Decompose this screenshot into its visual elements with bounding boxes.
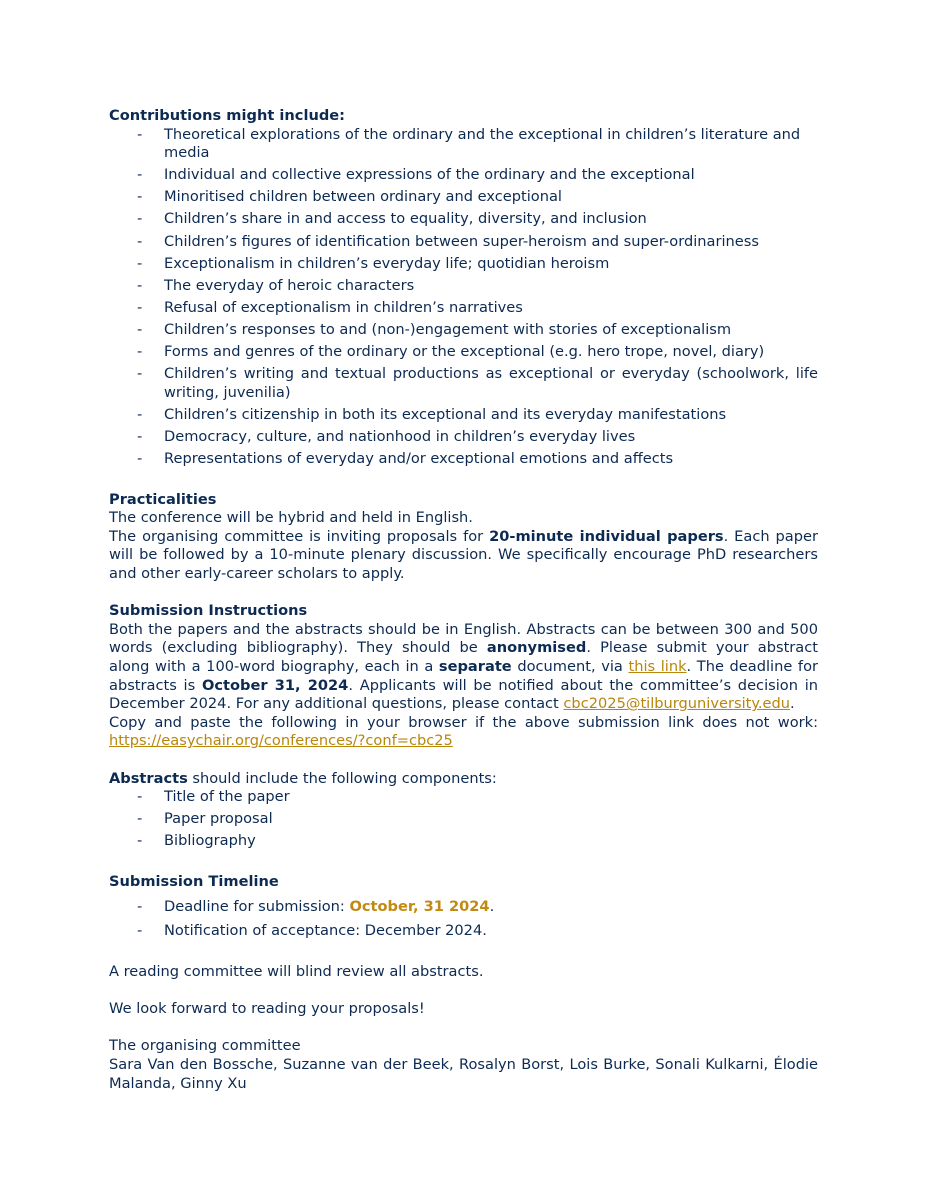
review-note: A reading committee will blind review all abstracts. bbox=[109, 962, 484, 980]
practicalities-paragraph: The organising committee is inviting proposals for 20-minute individual papers. Each paper will be followed by a 10-minute plenary discussion. We specifically encourage PhD researchers and other early-career scholars to apply. bbox=[109, 527, 818, 583]
list-item: - Exceptionalism in children’s everyday life; quotidian heroism bbox=[137, 254, 610, 272]
submission-link[interactable]: this link bbox=[628, 658, 687, 676]
document-page bbox=[109, 107, 818, 1093]
list-item: - Refusal of exceptionalism in children’s narratives bbox=[137, 298, 523, 316]
abstracts-components-list bbox=[109, 788, 818, 851]
list-item: - Title of the paper bbox=[137, 788, 290, 806]
easychair-url-link[interactable]: https://easychair.org/conferences/?conf=cbc25 bbox=[109, 732, 453, 750]
list-item: - Children’s citizenship in both its exceptional and its everyday manifestations bbox=[137, 405, 727, 423]
list-item: - Individual and collective expressions of the ordinary and the exceptional bbox=[137, 166, 695, 184]
list-item: - Children’s responses to and (non-)engagement with stories of exceptionalism bbox=[137, 320, 732, 338]
list-item: - Notification of acceptance: December 2024. bbox=[137, 922, 487, 940]
abstracts-lead: Abstracts should include the following components: bbox=[109, 769, 497, 787]
deadline-date: October, 31 2024 bbox=[349, 897, 490, 915]
list-item: - Minoritised children between ordinary and exceptional bbox=[137, 188, 562, 206]
contributions-list bbox=[109, 126, 818, 469]
signoff: The organising committee bbox=[109, 1037, 301, 1055]
list-item: - Bibliography bbox=[137, 832, 256, 850]
contributions-heading: Contributions might include: bbox=[109, 107, 346, 124]
list-item: - Theoretical explorations of the ordinary and the exceptional in children’s literature and media bbox=[137, 125, 801, 162]
submission-heading: Submission Instructions bbox=[109, 602, 308, 620]
list-item: - The everyday of heroic characters bbox=[137, 276, 415, 294]
list-item: - Paper proposal bbox=[137, 810, 273, 828]
timeline-list bbox=[109, 898, 818, 941]
contact-email-link[interactable]: cbc2025@tilburguniversity.edu bbox=[563, 695, 791, 713]
closing-line: We look forward to reading your proposals! bbox=[109, 1000, 425, 1018]
timeline-heading: Submission Timeline bbox=[109, 873, 279, 891]
practicalities-line: The conference will be hybrid and held in English. bbox=[109, 509, 473, 527]
list-item: - Children’s figures of identification between super-heroism and super-ordinariness bbox=[137, 232, 759, 250]
practicalities-heading: Practicalities bbox=[109, 490, 217, 508]
copy-instructions: Copy and paste the following in your browser if the above submission link does not work: https://easychair.org/conferences/?conf=cbc25 bbox=[109, 713, 818, 750]
list-item: - Representations of everyday and/or exceptional emotions and affects bbox=[137, 450, 674, 467]
list-item: - Children’s share in and access to equality, diversity, and inclusion bbox=[137, 210, 647, 228]
submission-paragraph: Both the papers and the abstracts should be in English. Abstracts can be between 300 and 500 words (excluding bibliography). They should be anonymised. Please submit your abstract along with a 100-word biography, each in a separate document, via this link. The deadline for abstracts is October 31, 2024. Applicants will be notified about the committee’s decision in December 2024. For any additional questions, please contact cbc2025@tilburguniversity.edu. bbox=[109, 620, 818, 713]
list-item: - Deadline for submission: October, 31 2024. bbox=[137, 897, 495, 915]
list-item: - Democracy, culture, and nationhood in children’s everyday lives bbox=[137, 427, 636, 445]
committee-names: Sara Van den Bossche, Suzanne van der Beek, Rosalyn Borst, Lois Burke, Sonali Kulkarni, Élodie Malanda, Ginny Xu bbox=[109, 1055, 818, 1092]
list-item: - Children’s writing and textual productions as exceptional or everyday (schoolwork, life writing, juvenilia) bbox=[137, 365, 818, 401]
list-item: - Forms and genres of the ordinary or the exceptional (e.g. hero trope, novel, diary) bbox=[137, 343, 765, 361]
